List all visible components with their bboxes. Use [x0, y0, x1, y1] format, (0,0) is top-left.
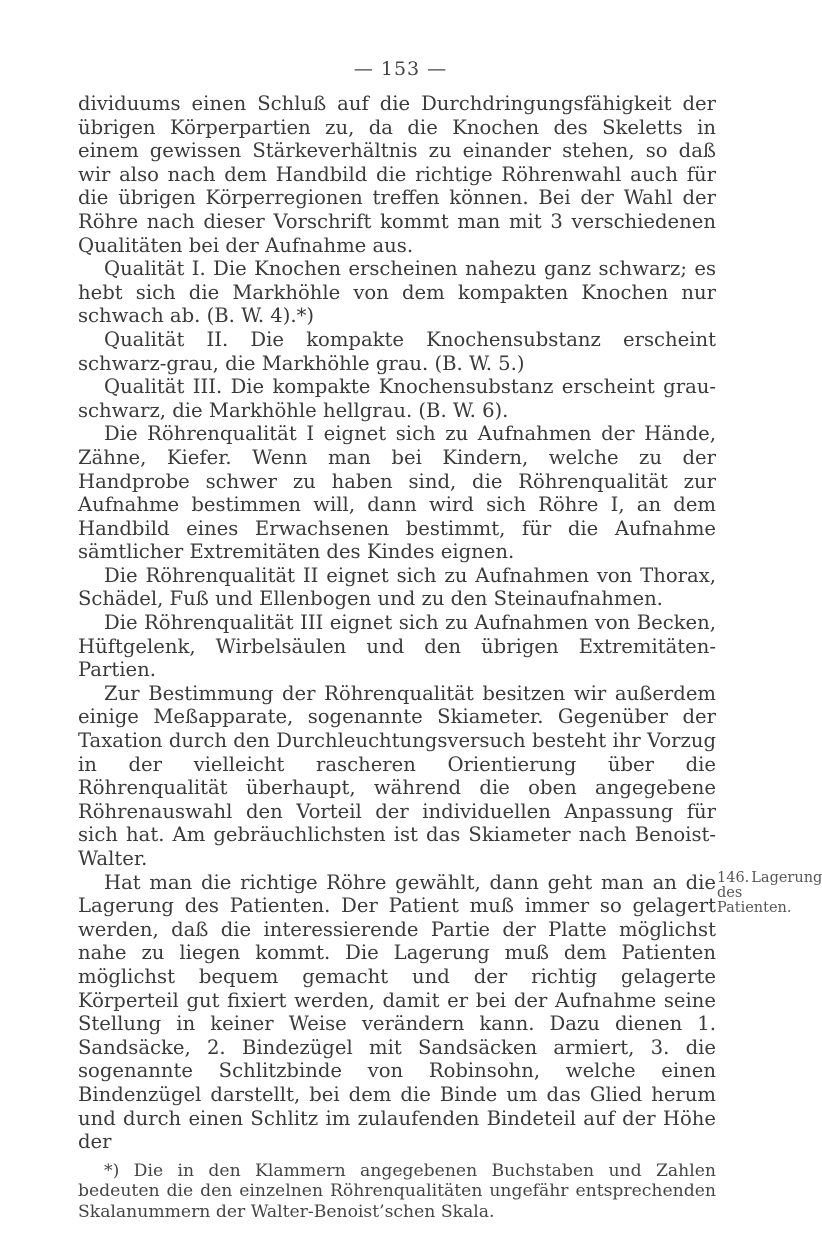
footnote: *) Die in den Klammern angegebenen Buchstaben und Zahlen bedeuten die den einzelnen Röhrenqualitäten ungefähr entsprechenden Skalanummern der Walter-Benoist’schen Skala.	[78, 1161, 716, 1222]
paragraph-1: dividuums einen Schluß auf die Durchdringungsfähigkeit der übrigen Körperpartien zu, da die Knochen des Skeletts in einem gewissen Stärkeverhältnis zu einander stehen, so daß wir also nach dem Handbild die richtige Röhrenwahl auch für die übrigen Körperregionen treffen können. Bei der Wahl der Röhre nach dieser Vorschrift kommt man mit 3 verschiedenen Qualitäten bei der Aufnahme aus.	[78, 92, 716, 257]
paragraph-tube-quality-1: Die Röhrenqualität I eignet sich zu Aufnahmen der Hände, Zähne, Kiefer. Wenn man bei Kindern, welche zu der Handprobe schwer zu haben sind, die Röhrenqualität zur Aufnahme bestimmen will, dann wird sich Röhre I, an dem Handbild eines Erwachsenen bestimmt, für die Aufnahme sämtlicher Extremitäten des Kindes eignen.	[78, 422, 716, 564]
margin-note-number: 146.	[717, 869, 750, 886]
margin-note	[717, 869, 822, 916]
margin-note-text: Lagerung des Patienten.	[717, 869, 822, 916]
paragraph-patient-positioning	[78, 869, 822, 1154]
paragraph-tube-quality-3: Die Röhrenqualität III eignet sich zu Aufnahmen von Becken, Hüftgelenk, Wirbelsäulen und den übrigen Extremitäten-Partien.	[78, 611, 716, 682]
paragraph-quality-3: Qualität III. Die kompakte Knochensubstanz erscheint grau-schwarz, die Markhöhle hellgrau. (B. W. 6).	[78, 375, 716, 422]
paragraph-quality-1: Qualität I. Die Knochen erscheinen nahezu ganz schwarz; es hebt sich die Markhöhle von dem kompakten Knochen nur schwach ab. (B. W. 4).*)	[78, 257, 716, 328]
main-text	[78, 92, 822, 1154]
paragraph-tube-quality-2: Die Röhrenqualität II eignet sich zu Aufnahmen von Thorax, Schädel, Fuß und Ellenbogen und zu den Steinaufnahmen.	[78, 563, 716, 611]
paragraph-quality-2: Qualität II. Die kompakte Knochensubstanz erscheint schwarz-grau, die Markhöhle grau. (B. W. 5.)	[78, 327, 716, 375]
paragraph-patient-positioning-text: Hat man die richtige Röhre gewählt, dann geht man an die Lagerung des Patienten. Der Patient muß immer so gelagert werden, daß die interessierende Partie der Platte möglichst nahe zu liegen kommt. Die Lagerung muß dem Patienten möglichst bequem gemacht und der richtig gelagerte Körperteil gut fixiert werden, damit er bei der Aufnahme seine Stellung in keiner Weise verändern kann. Dazu dienen 1. Sandsäcke, 2. Bindezügel mit Sandsäcken armiert, 3. die sogenannte Schlitzbinde von Robinsohn, welche einen Bindenzügel darstellt, bei dem die Binde um das Glied herum und durch einen Schlitz im zulaufenden Bindeteil auf der Höhe der	[78, 870, 716, 1154]
page-number: — 153 —	[353, 58, 448, 80]
paragraph-skiameter: Zur Bestimmung der Röhrenqualität besitzen wir außerdem einige Meßapparate, sogenannte Skiameter. Gegenüber der Taxation durch den Durchleuchtungsversuch besteht ihr Vorzug in der vielleicht rascheren Orientierung über die Röhrenqualität überhaupt, während die oben angegebene Röhrenauswahl den Vorteil der individuellen Anpassung für sich hat. Am gebräuchlichsten ist das Skiameter nach Benoist-Walter.	[78, 681, 716, 870]
